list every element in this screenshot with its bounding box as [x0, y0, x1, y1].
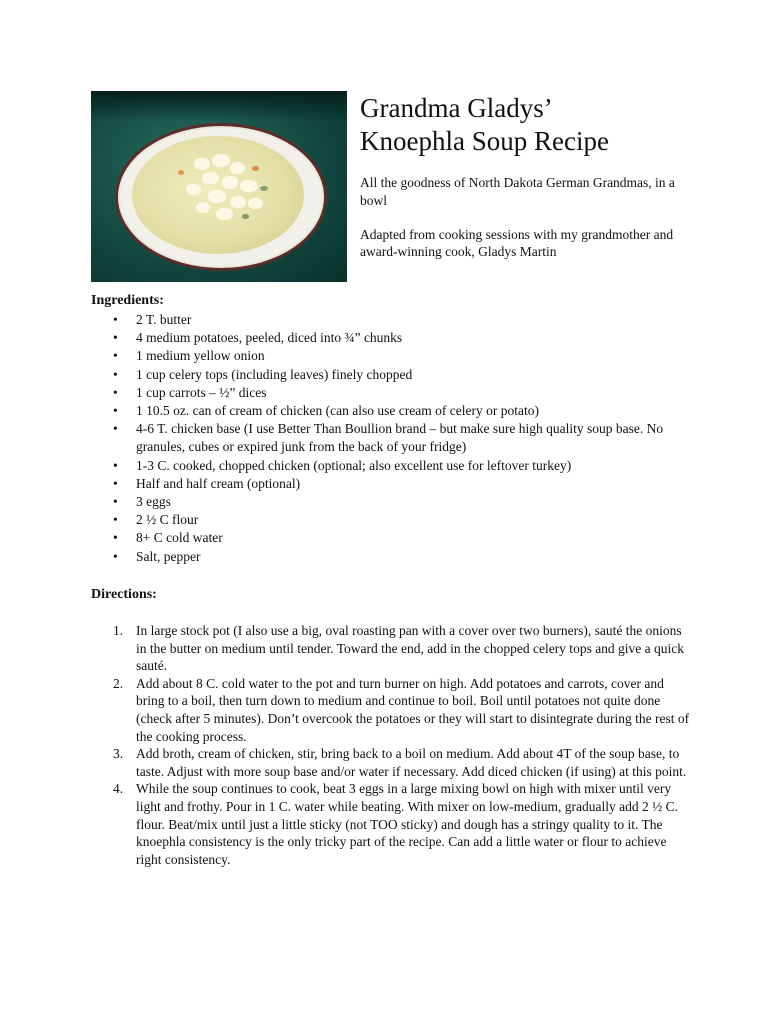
step-text: Add broth, cream of chicken, stir, bring back to a boil on medium. Add about 4T of the soup base, to taste. Adjust with more soup base and/or water if necessary. Add diced chicken (if using) at this point. [136, 746, 687, 779]
directions-heading: Directions: [91, 587, 157, 602]
ingredient-item: • 1 medium yellow onion [91, 347, 691, 365]
soup [132, 136, 304, 254]
title-line-2: Knoephla Soup Recipe [360, 126, 609, 156]
direction-step [91, 780, 691, 868]
direction-step [91, 622, 691, 675]
direction-step [91, 745, 691, 780]
ingredient-item: • 1 10.5 oz. can of cream of chicken (can also use cream of celery or potato) [91, 402, 691, 420]
celery-bit [260, 186, 268, 191]
ingredient-item: • 1 cup celery tops (including leaves) finely chopped [91, 366, 691, 384]
dumpling [202, 172, 219, 184]
step-number: 4. [113, 781, 124, 797]
ingredients-heading: Ingredients: [91, 293, 164, 308]
title-line-1: Grandma Gladys’ [360, 93, 553, 123]
step-text: Add about 8 C. cold water to the pot and turn burner on high. Add potatoes and carrots, cover and bring to a boil, then turn down to medium and continue to boil. Boil until potatoes not quite done (check after 5 minutes). Don’t overcook the potatoes or they will start to disintegrate during the rest of the cooking process. [136, 675, 690, 744]
ingredient-item: • Salt, pepper [91, 548, 691, 566]
bowl [115, 123, 327, 271]
step-number: 2. [113, 675, 124, 691]
step-number: 1. [113, 623, 124, 638]
dumpling [208, 190, 226, 203]
recipe-title [360, 92, 740, 158]
ingredient-item: • 1 cup carrots – ½” dices [91, 384, 691, 402]
ingredient-item: • 8+ C cold water [91, 529, 691, 547]
dumpling [240, 180, 258, 192]
ingredient-item: • 2 ½ C flour [91, 511, 691, 529]
ingredient-item: • 4-6 T. chicken base (I use Better Than Boullion brand – but make sure high quality soup base. No granules, cubes or expired junk from the back of your fridge) [91, 420, 691, 456]
ingredients-list [91, 311, 691, 566]
dumpling [194, 158, 210, 170]
step-text: In large stock pot (I also use a big, oval roasting pan with a cover over two burners), sauté the onions in the butter on medium until tender. Toward the end, add in the chopped celery tops and give a quick sauté. [136, 623, 685, 674]
step-text: While the soup continues to cook, beat 3 eggs in a large mixing bowl on high with mixer until very light and frothy. Pour in 1 C. water while beating. With mixer on low-medium, gradually add 2 ½ C. flour. Beat/mix until just a little sticky (not TOO sticky) and dough has a stringy quality to it. The knoephla consistency is the only tricky part of the recipe. Can add a little water or flour to achieve right consistency. [136, 781, 678, 867]
carrot-bit [252, 166, 259, 171]
direction-step [91, 675, 691, 745]
dumpling [230, 196, 246, 208]
dumpling [216, 208, 233, 220]
ingredient-item: • Half and half cream (optional) [91, 475, 691, 493]
recipe-subtitle: All the goodness of North Dakota German Grandmas, in a bowl [360, 175, 675, 208]
dumpling [196, 202, 210, 213]
ingredient-item: • 3 eggs [91, 493, 691, 511]
ingredient-item: • 1-3 C. cooked, chopped chicken (optional; also excellent use for leftover turkey) [91, 457, 691, 475]
carrot-bit [178, 170, 184, 175]
dumpling [248, 198, 263, 209]
directions-list [91, 622, 691, 868]
celery-bit [242, 214, 249, 219]
dumpling [212, 154, 230, 167]
dumpling [222, 176, 238, 189]
step-number: 3. [113, 746, 124, 762]
recipe-attribution: Adapted from cooking sessions with my grandmother and award-winning cook, Gladys Martin [360, 227, 674, 259]
ingredient-item: • 2 T. butter [91, 311, 691, 329]
soup-bowl-photo [91, 91, 347, 282]
ingredient-item: • 4 medium potatoes, peeled, diced into ¾” chunks [91, 329, 691, 347]
dumpling [230, 162, 245, 174]
dumpling [186, 184, 201, 195]
photo-shadow [91, 91, 347, 121]
